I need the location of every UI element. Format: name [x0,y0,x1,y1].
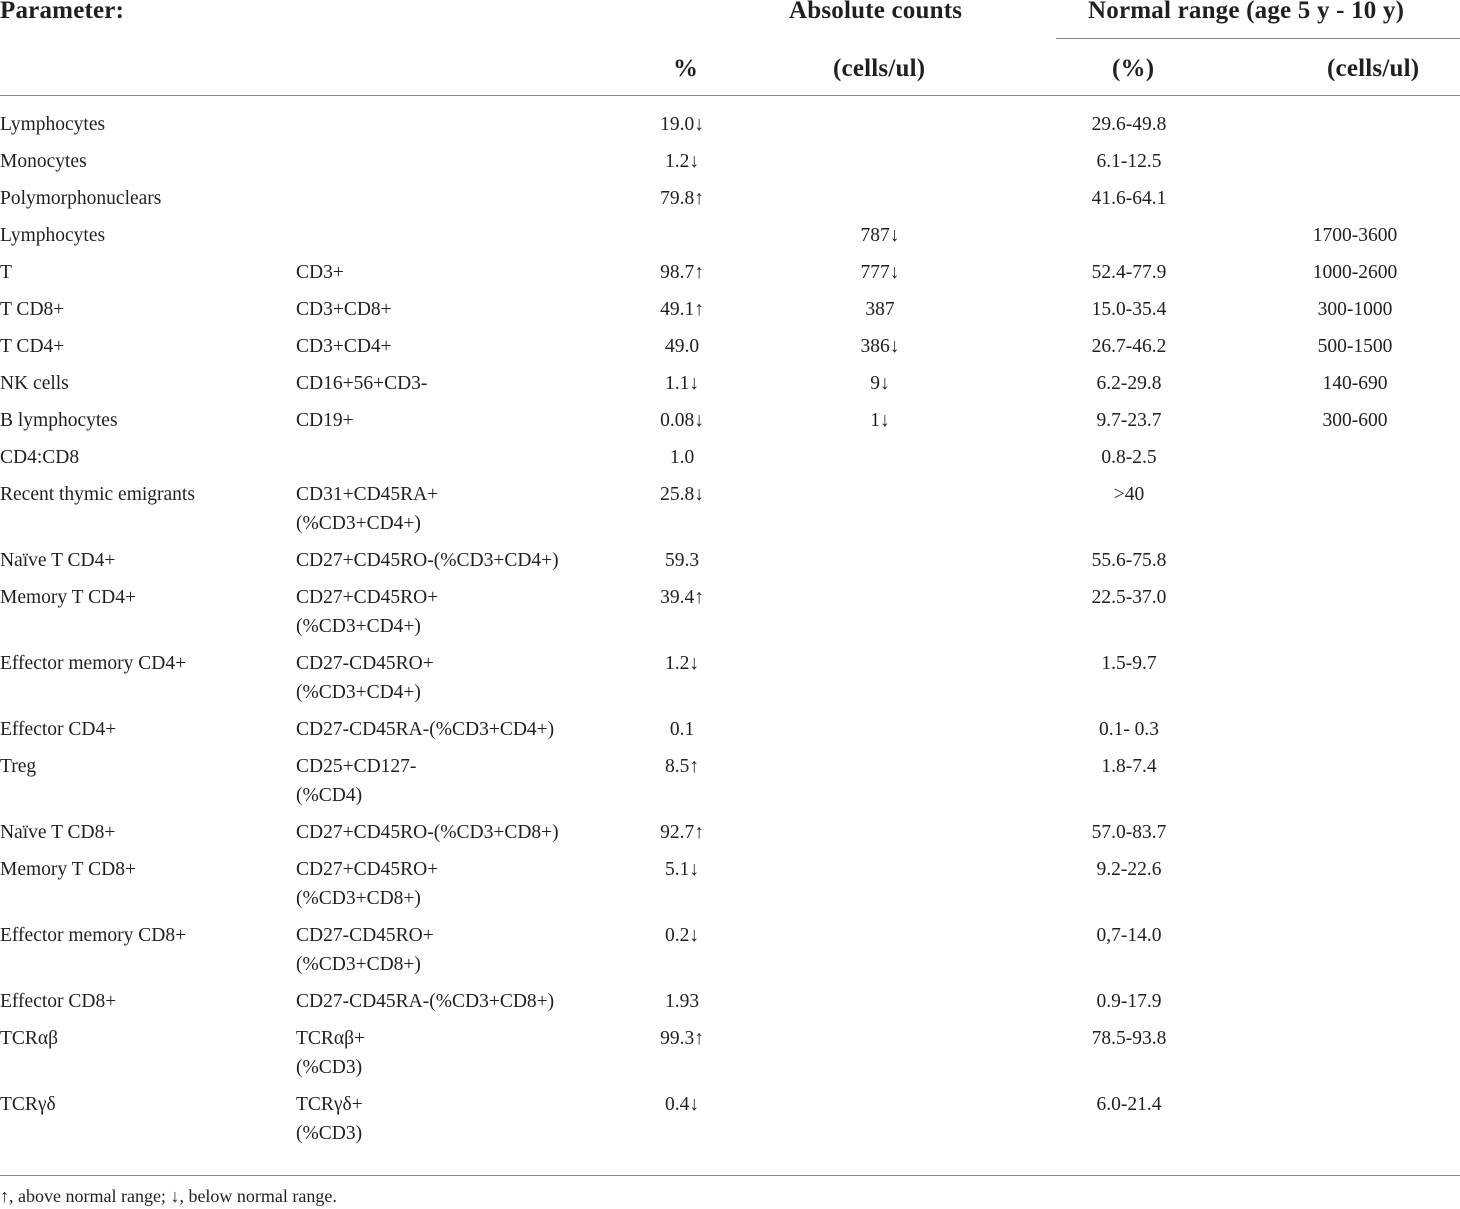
percent-cell: 49.0 [664,336,700,357]
table-row [0,1086,1460,1152]
normal-cells-cell [1250,917,1460,983]
percent-cell: 19.0↓ [660,114,704,135]
percent-cell: 92.7↑ [660,822,704,843]
lymphocyte-subsets-table [0,106,1460,1152]
marker-line: CD16+56+CD3- [296,373,428,394]
footnote: ↑, above normal range; ↓, below normal range. [0,1186,337,1206]
marker-cell [296,542,612,579]
normal-cells-cell [1250,645,1460,711]
normal-cells-cell [1250,106,1460,143]
percent-cell: 1.1↓ [664,373,700,394]
header-pct: % [673,55,699,82]
header-normal-cells-ul: (cells/ul) [1327,55,1420,82]
marker-line-2: (%CD3+CD8+) [296,888,421,909]
table-row [0,180,1460,217]
marker-line: CD27+CD45RO-(%CD3+CD8+) [296,822,559,843]
normal-cells-cell [1250,748,1460,814]
percent-cell: 0.4↓ [664,1094,700,1115]
marker-line: CD27+CD45RO+ [296,859,439,880]
parameter-cell: Effector CD8+ [0,991,117,1012]
marker-cell [296,291,612,328]
marker-cell [296,476,612,542]
absolute-count-cell [752,917,1008,983]
percent-cell: 59.3 [664,550,700,571]
marker-line-2: (%CD3) [296,1123,363,1144]
table-row [0,402,1460,439]
marker-line-2: (%CD4) [296,785,363,806]
absolute-count-cell [752,180,1008,217]
marker-cell [296,645,612,711]
marker-cell [296,983,612,1020]
parameter-cell: T [0,262,12,283]
percent-cell: 0.2↓ [664,925,700,946]
marker-line-2: (%CD3+CD4+) [296,616,421,637]
absolute-count-cell [752,748,1008,814]
header-cells-ul: (cells/ul) [833,55,926,82]
normal-percent-cell: 0,7-14.0 [1096,925,1162,946]
percent-cell [612,217,752,254]
percent-cell: 98.7↑ [660,262,704,283]
absolute-count-cell: 386↓ [860,336,900,357]
normal-percent-cell: >40 [1113,484,1145,505]
marker-cell [296,217,612,254]
normal-percent-cell: 9.7-23.7 [1096,410,1162,431]
absolute-count-cell [752,983,1008,1020]
table-row [0,983,1460,1020]
normal-cells-cell [1250,542,1460,579]
marker-line: CD27-CD45RA-(%CD3+CD8+) [296,991,555,1012]
table-row [0,106,1460,143]
table-row [0,814,1460,851]
normal-cells-cell [1250,814,1460,851]
normal-percent-cell: 0.9-17.9 [1096,991,1162,1012]
parameter-cell: Memory T CD8+ [0,859,136,880]
normal-cells-cell [1250,1086,1460,1152]
marker-cell [296,814,612,851]
marker-cell [296,143,612,180]
table-row [0,711,1460,748]
marker-cell [296,579,612,645]
normal-percent-cell: 0.1- 0.3 [1098,719,1160,740]
absolute-count-cell [752,143,1008,180]
marker-cell [296,365,612,402]
percent-cell: 99.3↑ [660,1028,704,1049]
absolute-count-cell [752,106,1008,143]
header-normal-range: Normal range (age 5 y - 10 y) [1088,0,1405,24]
normal-percent-cell: 41.6-64.1 [1091,188,1167,209]
marker-line: CD3+CD8+ [296,299,392,320]
table-row [0,645,1460,711]
table-row [0,917,1460,983]
normal-percent-cell: 15.0-35.4 [1091,299,1167,320]
marker-cell [296,402,612,439]
marker-line: CD19+ [296,410,354,431]
normal-percent-cell: 22.5-37.0 [1091,587,1167,608]
percent-cell: 1.2↓ [664,151,700,172]
parameter-cell: B lymphocytes [0,410,118,431]
marker-line: TCRαβ+ [296,1028,366,1049]
normal-cells-cell [1250,1020,1460,1086]
marker-line: CD31+CD45RA+ [296,484,439,505]
normal-percent-cell: 0.8-2.5 [1101,447,1157,468]
parameter-cell: Naïve T CD4+ [0,550,116,571]
absolute-count-cell [752,439,1008,476]
parameter-cell: Recent thymic emigrants [0,484,195,505]
normal-percent-cell: 6.1-12.5 [1096,151,1162,172]
absolute-count-cell [752,1086,1008,1152]
table-row [0,439,1460,476]
table-row [0,851,1460,917]
absolute-count-cell [752,711,1008,748]
marker-cell [296,439,612,476]
absolute-count-cell [752,579,1008,645]
marker-line-2: (%CD3+CD4+) [296,513,421,534]
parameter-cell: Effector memory CD4+ [0,653,187,674]
parameter-cell: Memory T CD4+ [0,587,136,608]
percent-cell: 0.08↓ [660,410,704,431]
table-body [0,106,1460,1152]
absolute-count-cell [752,476,1008,542]
marker-cell [296,711,612,748]
marker-cell [296,180,612,217]
percent-cell: 1.93 [664,991,700,1012]
parameter-cell: Polymorphonuclears [0,188,162,209]
absolute-count-cell [752,851,1008,917]
normal-cells-cell [1250,180,1460,217]
marker-cell [296,254,612,291]
marker-line-2: (%CD3+CD8+) [296,954,421,975]
marker-cell [296,748,612,814]
table-bottom-rule [0,1175,1460,1176]
marker-line: CD27-CD45RA-(%CD3+CD4+) [296,719,555,740]
normal-percent-cell: 78.5-93.8 [1091,1028,1167,1049]
normal-percent-cell: 52.4-77.9 [1091,262,1167,283]
marker-line: TCRγδ+ [296,1094,363,1115]
parameter-cell: Lymphocytes [0,114,106,135]
normal-percent-cell: 6.0-21.4 [1096,1094,1162,1115]
absolute-count-cell: 787↓ [860,225,900,246]
header-normal-range-rule [1056,38,1460,39]
header-bottom-rule [0,95,1460,96]
normal-percent-cell: 9.2-22.6 [1096,859,1162,880]
normal-percent-cell: 1.5-9.7 [1101,653,1157,674]
table-row [0,579,1460,645]
marker-line-2: (%CD3+CD4+) [296,682,421,703]
marker-line: CD27-CD45RO+ [296,653,434,674]
parameter-cell: Treg [0,756,37,777]
table-row [0,1020,1460,1086]
marker-line: CD27+CD45RO-(%CD3+CD4+) [296,550,559,571]
table-row [0,143,1460,180]
percent-cell: 1.0 [669,447,695,468]
normal-cells-cell: 1000-2600 [1312,262,1398,283]
normal-percent-cell: 6.2-29.8 [1096,373,1162,394]
table-row [0,365,1460,402]
table-row [0,748,1460,814]
normal-cells-cell [1250,579,1460,645]
percent-cell: 0.1 [669,719,695,740]
table-row [0,542,1460,579]
normal-cells-cell: 1700-3600 [1312,225,1398,246]
normal-percent-cell: 26.7-46.2 [1091,336,1167,357]
header-absolute-counts: Absolute counts [789,0,963,24]
marker-cell [296,1020,612,1086]
normal-cells-cell [1250,851,1460,917]
parameter-cell: Naïve T CD8+ [0,822,116,843]
absolute-count-cell [752,645,1008,711]
absolute-count-cell [752,814,1008,851]
marker-cell [296,328,612,365]
parameter-cell: TCRαβ [0,1028,59,1049]
marker-line: CD3+ [296,262,344,283]
parameter-cell: Effector memory CD8+ [0,925,187,946]
normal-cells-cell [1250,143,1460,180]
normal-cells-cell: 140-690 [1322,373,1388,394]
normal-percent-cell: 57.0-83.7 [1091,822,1167,843]
marker-line-2: (%CD3) [296,1057,363,1078]
marker-cell [296,106,612,143]
percent-cell: 79.8↑ [660,188,704,209]
absolute-count-cell [752,542,1008,579]
header-normal-pct: (%) [1112,55,1155,82]
normal-cells-cell: 300-1000 [1317,299,1393,320]
marker-line: CD27-CD45RO+ [296,925,434,946]
percent-cell: 25.8↓ [660,484,704,505]
normal-cells-cell: 500-1500 [1317,336,1393,357]
header-parameter: Parameter: [0,0,125,24]
percent-cell: 1.2↓ [664,653,700,674]
marker-line: CD27+CD45RO+ [296,587,439,608]
marker-line: CD25+CD127- [296,756,417,777]
table-row [0,254,1460,291]
absolute-count-cell: 777↓ [860,262,900,283]
parameter-cell: Lymphocytes [0,225,106,246]
absolute-count-cell: 387 [865,299,895,320]
normal-percent-cell: 55.6-75.8 [1091,550,1167,571]
marker-cell [296,917,612,983]
marker-line: CD3+CD4+ [296,336,392,357]
parameter-cell: TCRγδ [0,1094,56,1115]
normal-percent-cell: 1.8-7.4 [1101,756,1157,777]
percent-cell: 49.1↑ [660,299,704,320]
normal-cells-cell [1250,439,1460,476]
absolute-count-cell: 9↓ [870,373,890,394]
percent-cell: 39.4↑ [660,587,704,608]
normal-cells-cell [1250,476,1460,542]
marker-cell [296,1086,612,1152]
table-row [0,217,1460,254]
absolute-count-cell [752,1020,1008,1086]
parameter-cell: Monocytes [0,151,87,172]
parameter-cell: Effector CD4+ [0,719,117,740]
normal-cells-cell: 300-600 [1322,410,1388,431]
normal-cells-cell [1250,983,1460,1020]
table-row [0,291,1460,328]
parameter-cell: T CD8+ [0,299,65,320]
marker-cell [296,851,612,917]
parameter-cell: NK cells [0,373,69,394]
normal-cells-cell [1250,711,1460,748]
absolute-count-cell: 1↓ [870,410,890,431]
table-row [0,328,1460,365]
percent-cell: 5.1↓ [664,859,700,880]
normal-percent-cell [1008,217,1250,254]
parameter-cell: CD4:CD8 [0,447,80,468]
parameter-cell: T CD4+ [0,336,65,357]
normal-percent-cell: 29.6-49.8 [1091,114,1167,135]
table-row [0,476,1460,542]
percent-cell: 8.5↑ [664,756,700,777]
